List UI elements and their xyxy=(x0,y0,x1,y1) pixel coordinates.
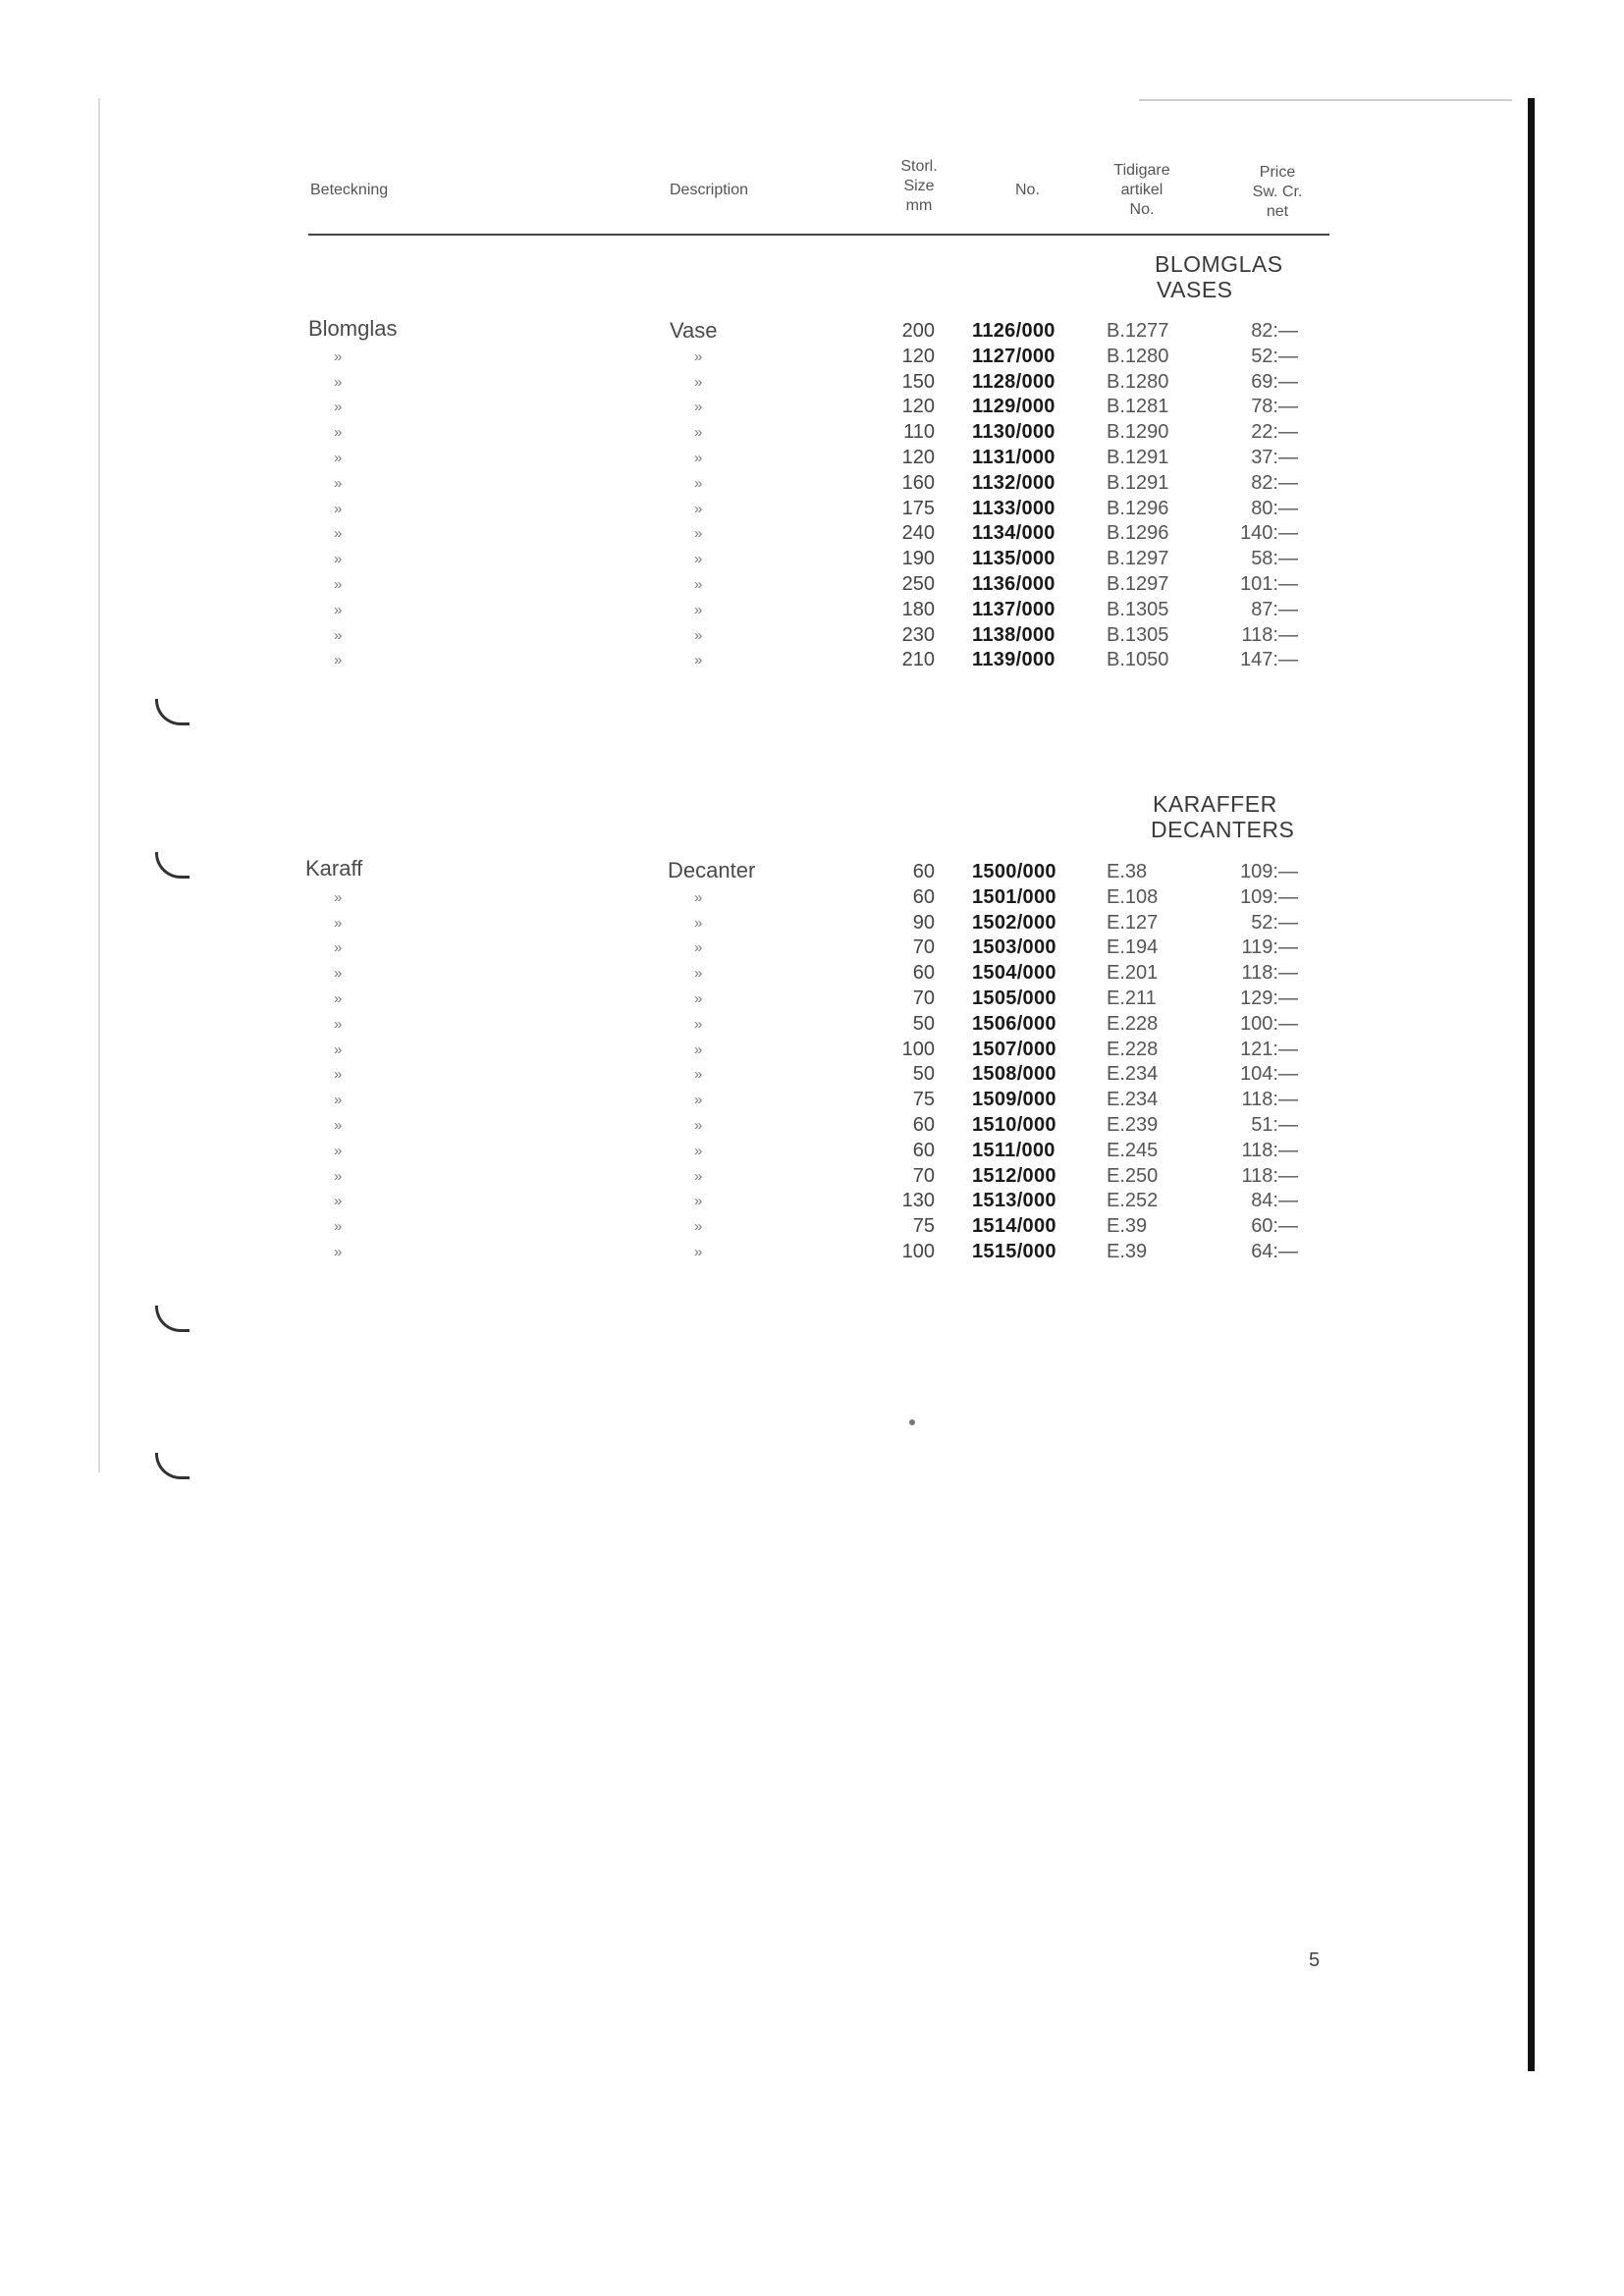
old-article-cell: E.201 xyxy=(1107,962,1159,985)
ditto-mark-designation: » xyxy=(334,1142,343,1159)
header-size-line-3: mm xyxy=(905,197,933,214)
ditto-mark-description: » xyxy=(694,989,703,1007)
article-number-cell: 1502/000 xyxy=(972,911,1056,934)
article-number-cell: 1134/000 xyxy=(972,522,1056,545)
article-number-cell: 1500/000 xyxy=(972,861,1056,882)
size-cell: 60 xyxy=(912,861,935,882)
header-old-line-3: No. xyxy=(1129,201,1155,218)
ditto-mark-description: » xyxy=(694,500,703,517)
ditto-mark-designation: » xyxy=(334,449,343,466)
header-size-line-2: Size xyxy=(903,178,935,194)
size-cell: 120 xyxy=(901,345,935,367)
ditto-mark-designation: » xyxy=(334,1167,343,1185)
old-article-cell: B.1297 xyxy=(1107,548,1169,570)
price-cell: 58:— xyxy=(1251,548,1298,570)
price-cell: 109:— xyxy=(1240,885,1298,908)
article-number-cell: 1136/000 xyxy=(972,572,1056,595)
size-cell: 75 xyxy=(912,1089,935,1111)
header-price xyxy=(1233,163,1322,222)
size-cell: 150 xyxy=(901,370,935,393)
ditto-mark-description: » xyxy=(694,1116,703,1134)
ditto-mark-designation: » xyxy=(334,888,343,906)
price-cell: 84:— xyxy=(1251,1190,1298,1212)
size-cell: 230 xyxy=(901,623,935,646)
price-cell: 37:— xyxy=(1251,446,1298,468)
designation-vases: Blomglas xyxy=(308,316,398,341)
ditto-mark-description: » xyxy=(694,1041,703,1058)
price-cell: 22:— xyxy=(1251,421,1298,444)
ditto-mark-description: » xyxy=(694,888,703,906)
header-size xyxy=(880,157,958,216)
old-article-cell: B.1305 xyxy=(1107,598,1169,620)
ditto-mark-description: » xyxy=(694,373,703,391)
ditto-mark-designation: » xyxy=(334,626,343,644)
header-old-line-1: Tidigare xyxy=(1113,162,1170,179)
ditto-mark-designation: » xyxy=(334,474,343,492)
old-article-cell: B.1305 xyxy=(1107,623,1169,646)
price-cell: 118:— xyxy=(1241,1139,1298,1161)
article-number-cell: 1135/000 xyxy=(972,548,1056,570)
ditto-mark-designation: » xyxy=(334,601,343,618)
price-cell: 109:— xyxy=(1240,861,1298,882)
price-cell: 104:— xyxy=(1240,1063,1298,1086)
ditto-mark-designation: » xyxy=(334,1218,343,1236)
ditto-mark-designation: » xyxy=(334,424,343,442)
size-cell: 100 xyxy=(901,1038,935,1060)
description-decanters: Decanter xyxy=(668,858,756,882)
section-title-decanters xyxy=(1151,791,1294,842)
size-cell: 70 xyxy=(912,1164,935,1187)
old-article-cell: E.127 xyxy=(1107,911,1159,934)
article-number-cell: 1513/000 xyxy=(972,1190,1056,1212)
binder-hole-mark xyxy=(155,699,189,725)
price-cell: 118:— xyxy=(1241,1089,1298,1111)
old-article-cell: E.245 xyxy=(1107,1139,1159,1161)
size-cell: 240 xyxy=(901,522,935,545)
size-cell: 100 xyxy=(901,1240,935,1262)
ditto-mark-description: » xyxy=(694,1092,703,1109)
old-article-cell: B.1291 xyxy=(1107,471,1169,494)
article-number-cell: 1511/000 xyxy=(972,1139,1056,1161)
price-cell: 82:— xyxy=(1251,471,1298,494)
ditto-mark-designation: » xyxy=(334,347,343,365)
scan-speck xyxy=(909,1419,915,1425)
old-article-cell: B.1296 xyxy=(1107,497,1169,519)
price-cell: 118:— xyxy=(1241,1164,1298,1187)
ditto-mark-description: » xyxy=(694,1066,703,1084)
ditto-mark-description: » xyxy=(694,626,703,644)
header-description: Description xyxy=(670,182,749,198)
ditto-mark-description: » xyxy=(694,914,703,932)
old-article-cell: E.234 xyxy=(1107,1089,1159,1111)
size-cell: 200 xyxy=(901,320,935,342)
ditto-mark-designation: » xyxy=(334,575,343,593)
ditto-mark-designation: » xyxy=(334,1041,343,1058)
ditto-mark-description: » xyxy=(694,965,703,983)
old-article-cell: E.228 xyxy=(1107,1012,1159,1035)
ditto-mark-designation: » xyxy=(334,1066,343,1084)
size-cell: 130 xyxy=(901,1190,935,1212)
price-cell: 78:— xyxy=(1251,396,1298,418)
ditto-mark-description: » xyxy=(694,939,703,957)
ditto-mark-designation: » xyxy=(334,939,343,957)
price-cell: 82:— xyxy=(1251,320,1298,342)
section-title-vases xyxy=(1155,251,1283,302)
article-number-cell: 1126/000 xyxy=(972,320,1056,342)
price-cell: 69:— xyxy=(1251,370,1298,393)
header-designation: Beteckning xyxy=(310,182,389,198)
article-number-cell: 1505/000 xyxy=(972,987,1056,1009)
size-cell: 75 xyxy=(912,1215,935,1238)
section-title-swedish: BLOMGLAS xyxy=(1155,251,1283,277)
price-cell: 64:— xyxy=(1251,1240,1298,1262)
binder-hole-mark xyxy=(155,1306,189,1332)
old-article-cell: E.38 xyxy=(1107,861,1148,882)
old-article-cell: B.1280 xyxy=(1107,370,1169,393)
ditto-mark-description: » xyxy=(694,424,703,442)
size-cell: 180 xyxy=(901,598,935,620)
price-cell: 60:— xyxy=(1251,1215,1298,1238)
old-article-cell: B.1296 xyxy=(1107,522,1169,545)
size-cell: 250 xyxy=(901,572,935,595)
size-cell: 50 xyxy=(912,1012,935,1035)
price-cell: 121:— xyxy=(1240,1038,1298,1060)
old-article-cell: E.228 xyxy=(1107,1038,1159,1060)
ditto-mark-description: » xyxy=(694,601,703,618)
header-price-line-2: Sw. Cr. xyxy=(1252,184,1303,200)
old-article-cell: E.39 xyxy=(1107,1240,1148,1262)
price-cell: 129:— xyxy=(1240,987,1298,1009)
article-number-cell: 1506/000 xyxy=(972,1012,1056,1035)
page-number: 5 xyxy=(1309,1949,1321,1971)
ditto-mark-designation: » xyxy=(334,652,343,669)
ditto-mark-description: » xyxy=(694,1243,703,1260)
ditto-mark-description: » xyxy=(694,575,703,593)
size-cell: 175 xyxy=(901,497,935,519)
price-cell: 147:— xyxy=(1240,649,1298,671)
ditto-mark-designation: » xyxy=(334,1243,343,1260)
section-title-english: DECANTERS xyxy=(1151,817,1295,842)
scan-edge-right xyxy=(1528,98,1535,2071)
old-article-cell: E.252 xyxy=(1107,1190,1159,1212)
ditto-mark-description: » xyxy=(694,449,703,466)
price-cell: 119:— xyxy=(1241,936,1298,959)
size-cell: 50 xyxy=(912,1063,935,1086)
ditto-mark-description: » xyxy=(694,1193,703,1210)
binder-hole-mark xyxy=(155,852,189,879)
binder-hole-mark xyxy=(155,1453,189,1479)
old-article-cell: B.1280 xyxy=(1107,345,1169,367)
size-cell: 60 xyxy=(912,1139,935,1161)
ditto-mark-description: » xyxy=(694,1142,703,1159)
article-number-cell: 1503/000 xyxy=(972,936,1056,959)
header-rule xyxy=(308,234,1329,236)
price-cell: 80:— xyxy=(1251,497,1298,519)
ditto-mark-description: » xyxy=(694,1167,703,1185)
price-cell: 51:— xyxy=(1251,1113,1298,1136)
header-no: No. xyxy=(1015,182,1040,198)
ditto-mark-description: » xyxy=(694,525,703,543)
scan-edge-left xyxy=(98,98,100,1472)
article-number-cell: 1138/000 xyxy=(972,623,1056,646)
ditto-mark-description: » xyxy=(694,474,703,492)
price-cell: 140:— xyxy=(1240,522,1298,545)
header-price-line-3: net xyxy=(1266,203,1289,220)
ditto-mark-designation: » xyxy=(334,500,343,517)
ditto-mark-description: » xyxy=(694,1218,703,1236)
old-article-cell: B.1291 xyxy=(1107,446,1169,468)
size-cell: 60 xyxy=(912,885,935,908)
article-number-cell: 1507/000 xyxy=(972,1038,1056,1060)
ditto-mark-designation: » xyxy=(334,373,343,391)
header-price-line-1: Price xyxy=(1259,164,1296,181)
old-article-cell: B.1297 xyxy=(1107,572,1169,595)
article-number-cell: 1128/000 xyxy=(972,370,1056,393)
ditto-mark-designation: » xyxy=(334,1116,343,1134)
section-title-swedish: KARAFFER xyxy=(1153,791,1277,817)
price-cell: 52:— xyxy=(1251,345,1298,367)
ditto-mark-description: » xyxy=(694,1015,703,1033)
article-number-cell: 1132/000 xyxy=(972,471,1056,494)
size-cell: 70 xyxy=(912,987,935,1009)
ditto-mark-designation: » xyxy=(334,989,343,1007)
old-article-cell: E.239 xyxy=(1107,1113,1159,1136)
article-number-cell: 1131/000 xyxy=(972,446,1056,468)
scan-line-top xyxy=(1139,99,1512,101)
article-number-cell: 1129/000 xyxy=(972,396,1056,418)
ditto-mark-designation: » xyxy=(334,1193,343,1210)
article-number-cell: 1515/000 xyxy=(972,1240,1056,1262)
ditto-mark-designation: » xyxy=(334,914,343,932)
size-cell: 90 xyxy=(912,911,935,934)
size-cell: 70 xyxy=(912,936,935,959)
old-article-cell: B.1277 xyxy=(1107,320,1169,342)
ditto-mark-description: » xyxy=(694,652,703,669)
price-cell: 118:— xyxy=(1241,962,1298,985)
ditto-mark-designation: » xyxy=(334,1015,343,1033)
old-article-cell: B.1290 xyxy=(1107,421,1169,444)
ditto-mark-designation: » xyxy=(334,1092,343,1109)
article-number-cell: 1127/000 xyxy=(972,345,1056,367)
size-cell: 110 xyxy=(903,421,935,444)
old-article-cell: E.211 xyxy=(1107,987,1157,1009)
article-number-cell: 1509/000 xyxy=(972,1089,1056,1111)
size-cell: 160 xyxy=(901,471,935,494)
old-article-cell: B.1281 xyxy=(1107,396,1169,418)
section-title-english: VASES xyxy=(1157,277,1233,302)
ditto-mark-designation: » xyxy=(334,965,343,983)
description-vases: Vase xyxy=(670,318,718,343)
ditto-mark-description: » xyxy=(694,347,703,365)
article-number-cell: 1508/000 xyxy=(972,1063,1056,1086)
article-number-cell: 1510/000 xyxy=(972,1113,1056,1136)
article-number-cell: 1139/000 xyxy=(972,649,1056,671)
price-cell: 100:— xyxy=(1240,1012,1298,1035)
header-size-line-1: Storl. xyxy=(900,158,938,175)
ditto-mark-designation: » xyxy=(334,551,343,568)
price-cell: 52:— xyxy=(1251,911,1298,934)
size-cell: 60 xyxy=(912,1113,935,1136)
ditto-mark-designation: » xyxy=(334,399,343,416)
price-cell: 118:— xyxy=(1241,623,1298,646)
size-cell: 120 xyxy=(901,446,935,468)
old-article-cell: B.1050 xyxy=(1107,649,1169,671)
ditto-mark-description: » xyxy=(694,399,703,416)
old-article-cell: E.194 xyxy=(1107,936,1159,959)
size-cell: 60 xyxy=(912,962,935,985)
price-cell: 101:— xyxy=(1240,572,1298,595)
size-cell: 190 xyxy=(901,548,935,570)
article-number-cell: 1514/000 xyxy=(972,1215,1056,1238)
article-number-cell: 1504/000 xyxy=(972,962,1056,985)
designation-decanters: Karaff xyxy=(305,856,363,881)
header-old-number xyxy=(1098,161,1186,220)
size-cell: 120 xyxy=(901,396,935,418)
ditto-mark-designation: » xyxy=(334,525,343,543)
article-number-cell: 1512/000 xyxy=(972,1164,1056,1187)
old-article-cell: E.39 xyxy=(1107,1215,1148,1238)
old-article-cell: E.234 xyxy=(1107,1063,1159,1086)
header-old-line-2: artikel xyxy=(1120,182,1164,198)
ditto-mark-description: » xyxy=(694,551,703,568)
old-article-cell: E.250 xyxy=(1107,1164,1159,1187)
old-article-cell: E.108 xyxy=(1107,885,1159,908)
article-number-cell: 1137/000 xyxy=(972,598,1056,620)
article-number-cell: 1130/000 xyxy=(972,421,1056,444)
article-number-cell: 1133/000 xyxy=(972,497,1056,519)
price-cell: 87:— xyxy=(1251,598,1298,620)
article-number-cell: 1501/000 xyxy=(972,885,1056,908)
size-cell: 210 xyxy=(901,649,935,671)
